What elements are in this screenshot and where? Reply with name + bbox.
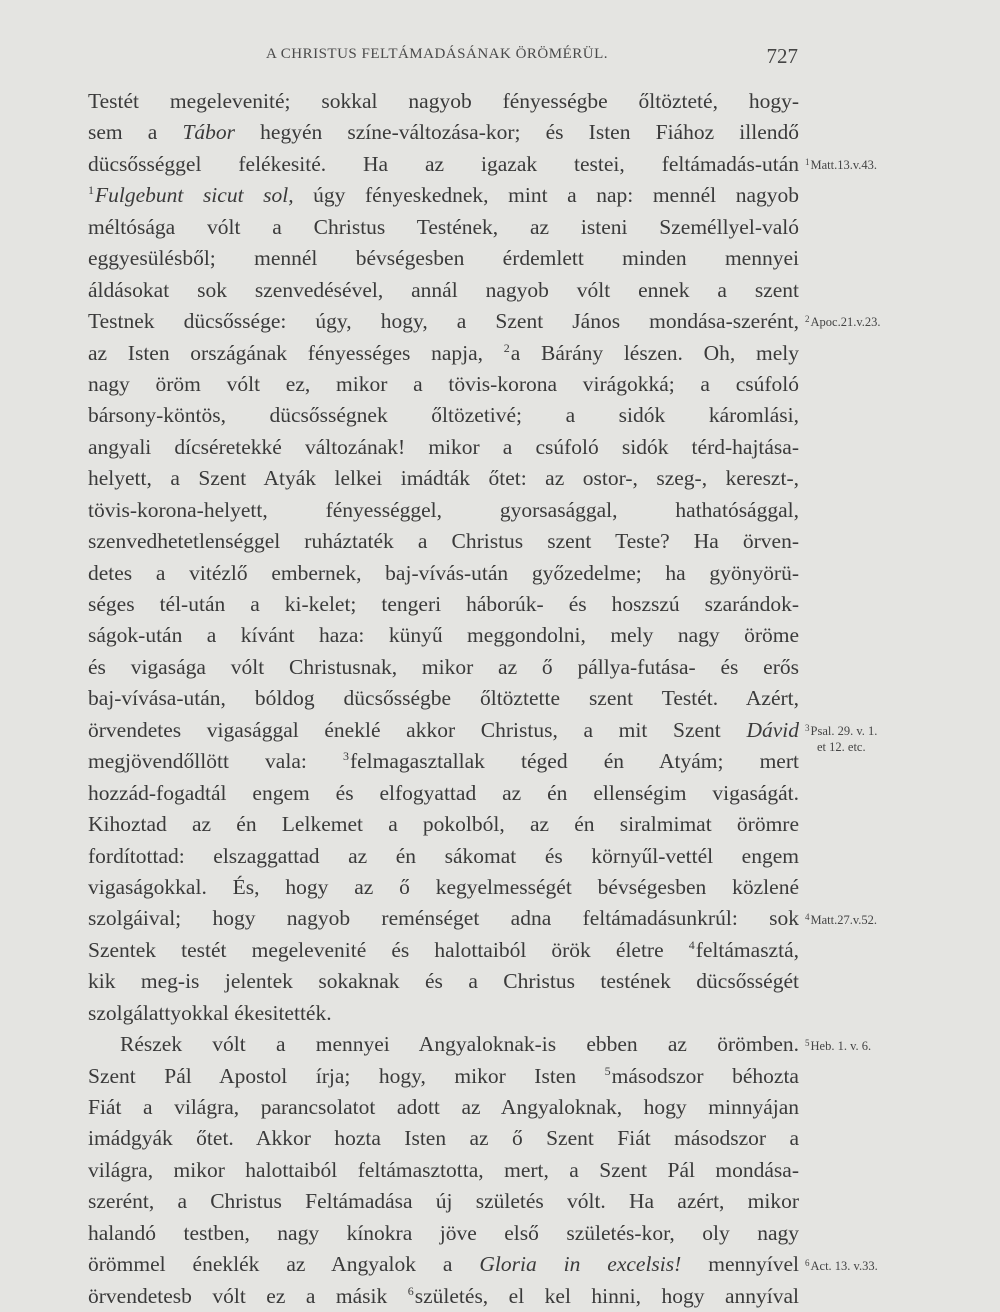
text-line: séges tél-után a ki-kelet; tengeri háborúk- és hoszszú szarándok- (88, 592, 799, 616)
margin-note-marker: 4 (805, 911, 810, 922)
line-text: mennyível (681, 1252, 799, 1277)
text-line: méltósága vólt a Christus Testének, az isteni Személlyel-való (88, 214, 799, 239)
line-text: feltámasztá, (695, 937, 799, 962)
line-text: örömmel éneklék az Angyalok a (88, 1252, 480, 1277)
italic-phrase: Fulgebunt sicut sol, (95, 183, 294, 208)
text-line (88, 715, 799, 746)
text-line: és vigasága vólt Christusnak, mikor az ő pállya-futása- és erős (88, 654, 799, 679)
text-line: Részek vólt a mennyei Angyaloknak-is ebben az örömben. (120, 1032, 799, 1057)
margin-note (805, 314, 915, 330)
text-line (88, 1249, 799, 1280)
text-line: helyett, a Szent Atyák lelkei imádták őtet: az ostor-, szeg-, kereszt-, (88, 466, 799, 491)
footnote-marker: 4 (688, 937, 695, 952)
margin-note-marker: 1 (805, 156, 810, 167)
text-line: detes a vitézlő embernek, baj-vívás-után győzedelme; ha gyönyörü- (88, 560, 799, 585)
text-line (88, 935, 799, 966)
footnote-marker: 3 (342, 749, 349, 764)
text-line: világra, mikor halottaiból feltámasztotta, mert, a Szent Pál mondása- (88, 1157, 799, 1182)
text-line: Fiát a világra, parancsolatot adott az Angyaloknak, hogy minnyájan (88, 1095, 799, 1119)
text-line: angyali dícséretekké változának! mikor a csúfoló sidók térd-hajtása- (88, 434, 799, 459)
text-line (88, 117, 799, 148)
text-line: vigaságokkal. És, hogy az ő kegyelmességét bévségesben közlené (88, 874, 799, 899)
text-line: dücsősséggel felékesité. Ha az igazak testei, feltámadás-után (88, 151, 799, 176)
line-text: Szentek testét megelevenité és halottaiból örök életre (88, 937, 689, 962)
margin-note-ref: Matt.13.v.43. (810, 157, 878, 172)
text-line: Testnek dücsőssége: úgy, hogy, a Szent János mondása-szerént, (88, 309, 799, 334)
page-header (266, 44, 798, 74)
margin-note-ref: Act. 13. v.33. (810, 1258, 878, 1273)
body-text (88, 86, 799, 1312)
footnote-marker: 6 (407, 1283, 414, 1298)
text-line: imádgyák őtet. Akkor hozta Isten az ő Szent Fiát másodszor a (88, 1126, 799, 1151)
margin-note-marker: 2 (805, 314, 810, 325)
margin-note (805, 723, 915, 755)
margin-note (805, 1038, 915, 1054)
text-line: halandó testben, nagy kínokra jöve első születés-kor, oly nagy (88, 1220, 799, 1245)
text-line: bársony-köntös, dücsősségnek őltözetivé; a sidók káromlási, (88, 403, 799, 428)
line-text: sem a (88, 120, 183, 145)
text-line: baj-vívása-után, bóldog dücsősségbe őltöztette szent Testét. Azért, (88, 686, 799, 711)
line-text: Szent Pál Apostol írja; hogy, mikor Isten (88, 1063, 605, 1088)
line-text: örvendetes vigasággal éneklé akkor Christus, a mit Szent (88, 717, 747, 742)
text-line (88, 180, 799, 211)
margin-note (805, 912, 915, 928)
text-line: Testét megelevenité; sokkal nagyob fényességbe őltözteté, hogy- (88, 89, 799, 113)
footnote-marker: 1 (88, 183, 94, 198)
italic-phrase: Gloria in excelsis! (479, 1252, 682, 1277)
margin-note-marker: 6 (805, 1257, 810, 1268)
text-line: szolgálattyokkal ékesitették. (88, 1000, 332, 1025)
line-text: az Isten országának fényességes napja, (88, 340, 504, 365)
page-number: 727 (766, 44, 798, 68)
line-text: felmagasztallak téged én Atyám; mert (349, 749, 799, 774)
text-line: áldásokat sok szenvedésével, annál nagyob vólt ennek a szent (88, 277, 799, 302)
line-text: másodszor béhozta (611, 1063, 799, 1088)
text-line: szolgáival; hogy nagyob reménséget adna feltámadásunkrúl: sok (88, 906, 799, 931)
margin-note-marker: 5 (805, 1037, 810, 1048)
line-text: a Bárány lészen. Oh, mely (510, 340, 799, 365)
footnote-marker: 2 (503, 340, 510, 355)
margin-note-marker: 3 (805, 723, 810, 733)
text-line: hozzád-fogadtál engem és elfogyattad az én ellenségim vigaságát. (88, 780, 799, 805)
margin-note-ref: Matt.27.v.52. (810, 912, 878, 927)
line-text: születés, el kel hinni, hogy annyíval (414, 1283, 799, 1308)
text-line (88, 1281, 799, 1312)
line-text: örvendetesb vólt ez a másik (88, 1283, 408, 1308)
margin-note (805, 1258, 915, 1274)
text-line: Kihoztad az én Lelkemet a pokolból, az én siralmimat örömre (88, 812, 799, 837)
text-line: szerént, a Christus Feltámadása új születés vólt. Ha azért, mikor (88, 1189, 799, 1214)
footnote-marker: 5 (604, 1063, 611, 1078)
margin-note-ref: et 12. etc. (817, 740, 866, 754)
margin-note-ref: Heb. 1. v. 6. (810, 1038, 872, 1053)
line-text: megjövendőllött vala: (88, 749, 343, 774)
text-line: tövis-korona-helyett, fényességgel, gyorsasággal, hathatósággal, (88, 497, 799, 522)
text-line (88, 338, 799, 369)
text-line: ságok-után a kívánt haza: künyű meggondolni, mely nagy öröme (88, 623, 799, 648)
text-line: eggyesülésből; mennél bévségesben érdemlett minden mennyei (88, 246, 799, 271)
text-line (88, 746, 799, 777)
text-line: fordítottad: elszaggattad az én sákomat és környűl-vettél engem (88, 843, 799, 868)
text-line: kik meg-is jelentek sokaknak és a Christus testének dücsősségét (88, 969, 799, 994)
margin-note-ref: Apoc.21.v.23. (810, 315, 881, 330)
line-text: hegyén színe-változása-kor; és Isten Fiához illendő (235, 120, 799, 145)
text-line: szenvedhetetlenséggel ruháztaték a Christus szent Teste? Ha örven- (88, 529, 799, 554)
italic-phrase: Tábor (182, 120, 236, 145)
line-text: úgy fényeskednek, mint a nap: mennél nagyob (293, 183, 799, 208)
running-head: A CHRISTUS FELTÁMADÁSÁNAK ÖRÖMÉRÜL. (266, 46, 608, 62)
text-line (88, 1061, 799, 1092)
margin-note-ref: Psal. 29. v. 1. (810, 724, 878, 738)
text-line: nagy öröm vólt ez, mikor a tövis-korona virágokká; a csúfoló (88, 371, 799, 396)
italic-phrase: Dávid (746, 717, 799, 742)
margin-note (805, 157, 915, 173)
